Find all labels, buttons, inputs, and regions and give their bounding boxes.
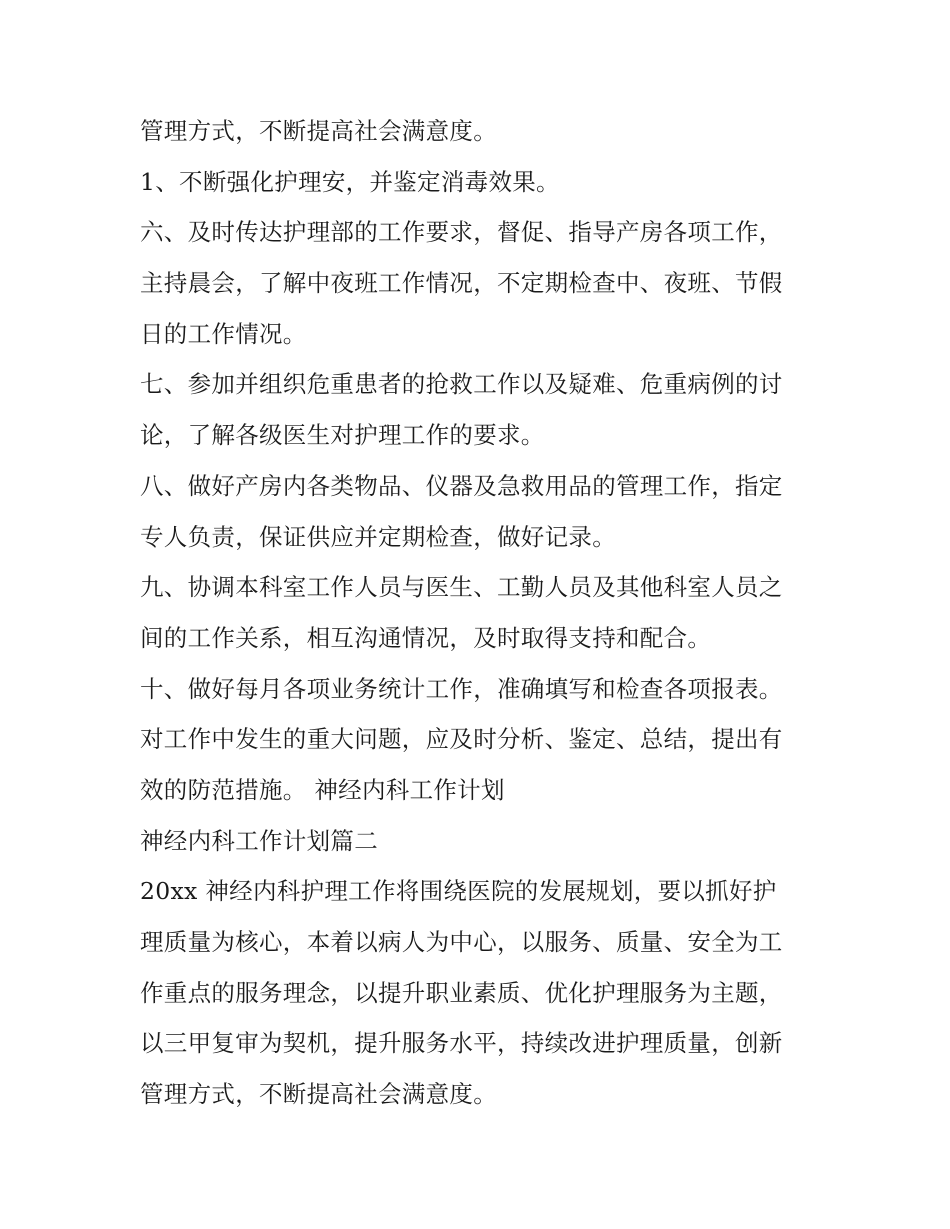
text-line: 七、参加并组织危重患者的抢救工作以及疑难、危重病例的讨 (140, 370, 783, 399)
section-heading: 神经内科工作计划篇二 (140, 826, 378, 855)
text-line: 作重点的服务理念，以提升职业素质、优化护理服务为主题， (140, 978, 783, 1007)
text-line: 专人负责，保证供应并定期检查，做好记录。 (140, 522, 616, 551)
text-line: 对工作中发生的重大问题，应及时分析、鉴定、总结，提出有 (140, 725, 783, 754)
text-line: 十、做好每月各项业务统计工作，准确填写和检查各项报表。 (140, 674, 783, 703)
text-line: 以三甲复审为契机，提升服务水平，持续改进护理质量，创新 (140, 1029, 783, 1058)
document-body (140, 106, 820, 1120)
text-line: 八、做好产房内各类物品、仪器及急救用品的管理工作，指定 (140, 471, 783, 500)
text-line: 九、协调本科室工作人员与医生、工勤人员及其他科室人员之 (140, 573, 783, 602)
text-line: 理质量为核心，本着以病人为中心，以服务、质量、安全为工 (140, 928, 783, 956)
text-line: 1、不断强化护理安，并鉴定消毒效果。 (140, 167, 560, 196)
text-line: 主持晨会，了解中夜班工作情况，不定期检查中、夜班、节假 (140, 269, 783, 298)
text-line: 日的工作情况。 (140, 319, 307, 348)
text-line: 管理方式，不断提高社会满意度。 (140, 1080, 497, 1109)
text-line: 20xx 神经内科护理工作将围绕医院的发展规划，要以抓好护 (140, 877, 777, 906)
text-line: 论，了解各级医生对护理工作的要求。 (140, 421, 545, 450)
text-line: 管理方式，不断提高社会满意度。 (140, 117, 497, 145)
text-line: 六、及时传达护理部的工作要求，督促、指导产房各项工作， (140, 218, 783, 247)
text-line: 效的防范措施。 神经内科工作计划 (140, 775, 505, 804)
text-line: 间的工作关系，相互沟通情况，及时取得支持和配合。 (140, 623, 712, 652)
